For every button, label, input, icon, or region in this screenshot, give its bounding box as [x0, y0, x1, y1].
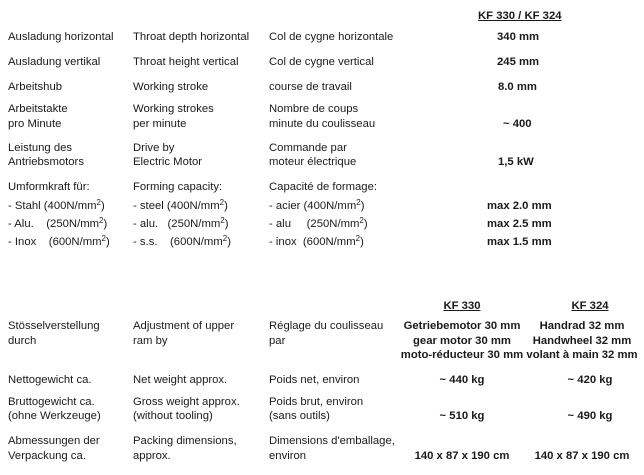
ram-value-kf330: gear motor 30 mm — [413, 335, 511, 347]
label-fr: Réglage du coulisseau — [269, 320, 384, 332]
weight-value-kf330: ~ 510 kg — [439, 410, 485, 422]
spec-value: 8.0 mm — [498, 81, 537, 93]
label-de: (ohne Werkzeuge) — [8, 410, 101, 422]
label-fr: Poids brut, environ — [269, 396, 364, 408]
label-de: Ausladung horizontal — [8, 31, 114, 43]
material-fr: - alu $(250N/mm^2)$ — [269, 216, 368, 230]
material-en: - s.s. $(600N/mm^2)$ — [133, 234, 231, 248]
label-en: Working strokes — [133, 103, 214, 115]
label-en: Adjustment of upper — [133, 320, 235, 332]
label-fr: Col de cygne horizontale — [269, 31, 394, 43]
label-en: Drive by — [133, 142, 175, 154]
ram-value-kf330: moto-réducteur 30 mm — [400, 349, 524, 361]
label-en: Electric Motor — [133, 156, 203, 168]
label-fr: course de travail — [269, 81, 352, 93]
spec-value: 340 mm — [497, 31, 540, 43]
ram-value-kf324: volant à main 32 mm — [526, 349, 638, 361]
label-fr: Col de cygne vertical — [269, 56, 374, 68]
label-fr: Commande par — [269, 142, 347, 154]
label-de: Antriebsmotors — [8, 156, 84, 168]
label-fr: Nombre de coups — [269, 103, 359, 115]
weight-value-kf324: ~ 420 kg — [567, 374, 613, 386]
spec-value: max 1.5 mm — [487, 236, 552, 248]
material-fr: - acier $(400N/mm^2)$ — [269, 198, 365, 212]
label-de: Nettogewicht ca. — [8, 374, 92, 386]
label-de: Stösselverstellung — [8, 320, 100, 332]
label-fr: Dimensions d'emballage, — [269, 435, 395, 447]
material-en: - alu. $(250N/mm^2)$ — [133, 216, 229, 230]
forming-label-fr: Capacité de formage: — [269, 181, 378, 193]
label-de: Ausladung vertikal — [8, 56, 101, 68]
label-fr: Poids net, environ — [269, 374, 360, 386]
label-en: Gross weight approx. — [133, 396, 240, 408]
material-de: - Inox $(600N/mm^2)$ — [8, 234, 110, 248]
ram-value-kf324: Handrad 32 mm — [539, 320, 625, 332]
label-en: Packing dimensions, — [133, 435, 237, 447]
label-de: Verpackung ca. — [8, 450, 86, 462]
label-de: Leistung des — [8, 142, 73, 154]
forming-label-en: Forming capacity: — [133, 181, 223, 193]
label-de: Abmessungen der — [8, 435, 100, 447]
dimensions-value-kf324: 140 x 87 x 190 cm — [534, 450, 630, 462]
material-en: - steel $(400N/mm^2)$ — [133, 198, 228, 212]
label-en: (without tooling) — [133, 410, 213, 422]
spec-value: max 2.5 mm — [487, 218, 552, 230]
spec-value: 1,5 kW — [498, 156, 534, 168]
model-header-kf330: KF 330 — [443, 300, 481, 312]
model-header-kf324: KF 324 — [571, 300, 609, 312]
label-en: Throat height vertical — [133, 56, 239, 68]
ram-value-kf324: Handwheel 32 mm — [532, 335, 632, 347]
forming-label-de: Umformkraft für: — [8, 181, 90, 193]
label-de: Bruttogewicht ca. — [8, 396, 95, 408]
ram-value-kf330: Getriebemotor 30 mm — [403, 320, 521, 332]
label-fr: minute du coulisseau — [269, 118, 376, 130]
label-en: ram by — [133, 335, 168, 347]
models-header: KF 330 / KF 324 — [478, 10, 562, 22]
label-fr: (sans outils) — [269, 410, 330, 422]
weight-value-kf330: ~ 440 kg — [439, 374, 485, 386]
material-de: - Stahl $(400N/mm^2)$ — [8, 198, 105, 212]
material-fr: - inox $(600N/mm^2)$ — [269, 234, 364, 248]
label-fr: moteur électrique — [269, 156, 357, 168]
spec-value: max 2.0 mm — [487, 200, 552, 212]
dimensions-value-kf330: 140 x 87 x 190 cm — [414, 450, 510, 462]
label-en: per minute — [133, 118, 187, 130]
weight-value-kf324: ~ 490 kg — [567, 410, 613, 422]
label-de: Arbeitshub — [8, 81, 63, 93]
label-en: Throat depth horizontal — [133, 31, 250, 43]
label-de: pro Minute — [8, 118, 62, 130]
material-de: - Alu. $(250N/mm^2)$ — [8, 216, 108, 230]
spec-value: 245 mm — [497, 56, 540, 68]
label-en: Working stroke — [133, 81, 209, 93]
label-de: Arbeitstakte — [8, 103, 68, 115]
spec-value: ~ 400 — [503, 118, 532, 130]
label-en: Net weight approx. — [133, 374, 228, 386]
label-fr: environ — [269, 450, 307, 462]
label-fr: par — [269, 335, 286, 347]
label-de: durch — [8, 335, 37, 347]
label-en: approx. — [133, 450, 171, 462]
